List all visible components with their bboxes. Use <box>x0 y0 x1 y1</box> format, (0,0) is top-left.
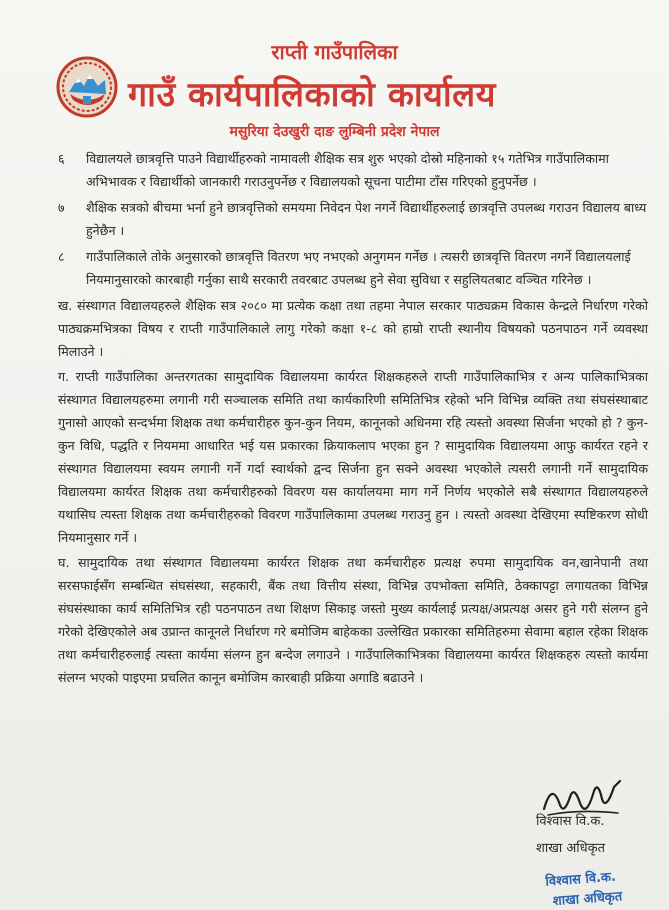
nepal-emblem-icon <box>56 56 118 118</box>
letter-body <box>58 147 648 691</box>
letterhead <box>0 0 669 150</box>
signatory-designation: शाखा अधिकृत <box>536 841 606 856</box>
paragraph-ga: ग. राप्ती गाउँपालिका अन्तरगतका सामुदायिक विद्यालयमा कार्यरत शिक्षकहरुले राप्ती गाउँपालिकाभित्र र अन्य पालिकाभित्रका संस्थागत विद्यालयहरुमा लगानी गरी सञ्चालक समिति तथा कार्यकारिणी समितिभित्र रहेको भनि विभिन्न व्यक्ति तथा संघसंस्थाबाट गुनासो आएको सन्दर्भमा शिक्षक तथा कर्मचारीहरु कुन-कुन नियम, कानूनको अधिनमा रहि त्यस्तो अवस्था सिर्जना भएको हो ? कुन-कुन विधि, पद्धति र नियममा आधारित भई यस प्रकारका क्रियाकलाप भएका हुन ? सामुदायिक विद्यालयमा आफु कार्यरत रहने र संस्थागत विद्यालयमा स्वयम लगानी गर्ने गर्दा स्वार्थको द्वन्द सिर्जना हुन सक्ने अवस्था भएकोले त्यसरी लगानी गर्ने सामुदायिक विद्यालयमा कार्यरत शिक्षक तथा कर्मचारीहरुको विवरण यस कार्यालयमा माग गर्ने निर्णय भएकोले सबै संस्थागत विद्यालयहरुले यथासिघ त्यस्ता शिक्षक तथा कर्मचारीहरुको विवरण गाउँपालिकामा उपलब्ध गराउनु हुन । त्यस्तो अवस्था देखिएमा स्पष्टिकरण सोधी नियमानुसार गर्ने । <box>58 369 649 545</box>
paragraph-kha: ख. संस्थागत विद्यालयहरुले शैक्षिक सत्र २०८० मा प्रत्येक कक्षा तथा तहमा नेपाल सरकार पाठ्यक्रम विकास केन्द्रले निर्धारण गरेको पाठ्यक्रमभित्रका विषय र राप्ती गाउँपालिकाले लागु गरेको कक्षा १-८ को हाम्रो राप्ती स्थानीय विषयको पठनपाठन गर्ने व्यवस्था मिलाउने । <box>58 298 648 359</box>
item-number: ८ <box>58 249 65 264</box>
item-number: ७ <box>58 200 65 215</box>
paragraph-gha: घ. सामुदायिक तथा संस्थागत विद्यालयमा कार्यरत शिक्षक तथा कर्मचारीहरु प्रत्यक्ष रुपमा सामुदायिक वन,खानेपानी तथा सरसफाईसँग सम्बन्धित संघसंस्था, सहकारी, बैंक तथा वित्तीय संस्था, विभिन्न उपभोक्ता समिति, ठेक्कापट्टा लगायतका विभिन्न संघसंस्थाका कार्य समितिभित्र रही पठनपाठन तथा शिक्षण सिकाइ जस्तो मुख्य कार्यलाई प्रत्यक्ष/अप्रत्यक्ष असर हुने गरी संलग्न हुने गरेको देखिएकोले अब उप्रान्त कानूनले निर्धारण गरे बमोजिम बाहेकका उल्लेखित प्रकारका समितिहरुमा सेवामा बहाल रहेका शिक्षक तथा कर्मचारीहरुलाई त्यस्ता कार्यमा संलग्न हुन बन्देज लगाउने । गाउँपालिकाभित्रका विद्यालयमा कार्यरत शिक्षकहरु त्यस्तो कार्यमा संलग्न भएको पाइएमा प्रचलित कानून बमोजिम कारबाही प्रक्रिया अगाडि बढाउने । <box>58 555 648 685</box>
item-text: शैक्षिक सत्रको बीचमा भर्ना हुने छात्रवृत्तिको समयमा निवेदन पेश नगर्ने विद्यार्थीहरुलाई छात्रवृत्ति उपलब्ध गराउन विद्यालय बाध्य हुनेछैन । <box>86 200 647 238</box>
office-title: गाउँ कार्यपालिकाको कार्यालय <box>128 75 496 115</box>
stamp-designation: शाखा अधिकृत <box>552 889 623 910</box>
official-stamp <box>531 860 664 910</box>
signatory-name: विश्वास वि.क. <box>536 814 605 829</box>
numbered-item <box>58 196 648 242</box>
numbered-item <box>58 245 648 291</box>
item-text: विद्यालयले छात्रवृत्ति पाउने विद्यार्थीहरुको नामावली शैक्षिक सत्र शुरु भएको दोस्रो महिनाको १५ गतेभित्र गाउँपालिकामा अभिभावक र विद्यार्थीको जानकारी गराउनुपर्नेछ र विद्यालयको सूचना पाटीमा टाँस गरिएको हुनुपर्नेछ । <box>86 151 609 189</box>
municipality-name: राप्ती गाउँपालिका <box>271 40 398 64</box>
item-text: गाउँपालिकाले तोके अनुसारको छात्रवृत्ति वितरण भए नभएको अनुगमन गर्नेछ । त्यसरी छात्रवृत्ति वितरण नगर्ने विद्यालयलाई नियमानुसारको कारबाही गर्नुका साथै सरकारी तवरबाट उपलब्ध हुने सेवा सुविधा र सहुलियतबाट वञ्चित गरिनेछ । <box>86 249 631 287</box>
item-number: ६ <box>58 151 65 166</box>
office-address: मसुरिया देउखुरी दाङ लुम्बिनी प्रदेश नेपाल <box>229 124 440 140</box>
stamp-name: विश्वास वि.क. <box>545 869 617 890</box>
numbered-item <box>58 147 648 193</box>
